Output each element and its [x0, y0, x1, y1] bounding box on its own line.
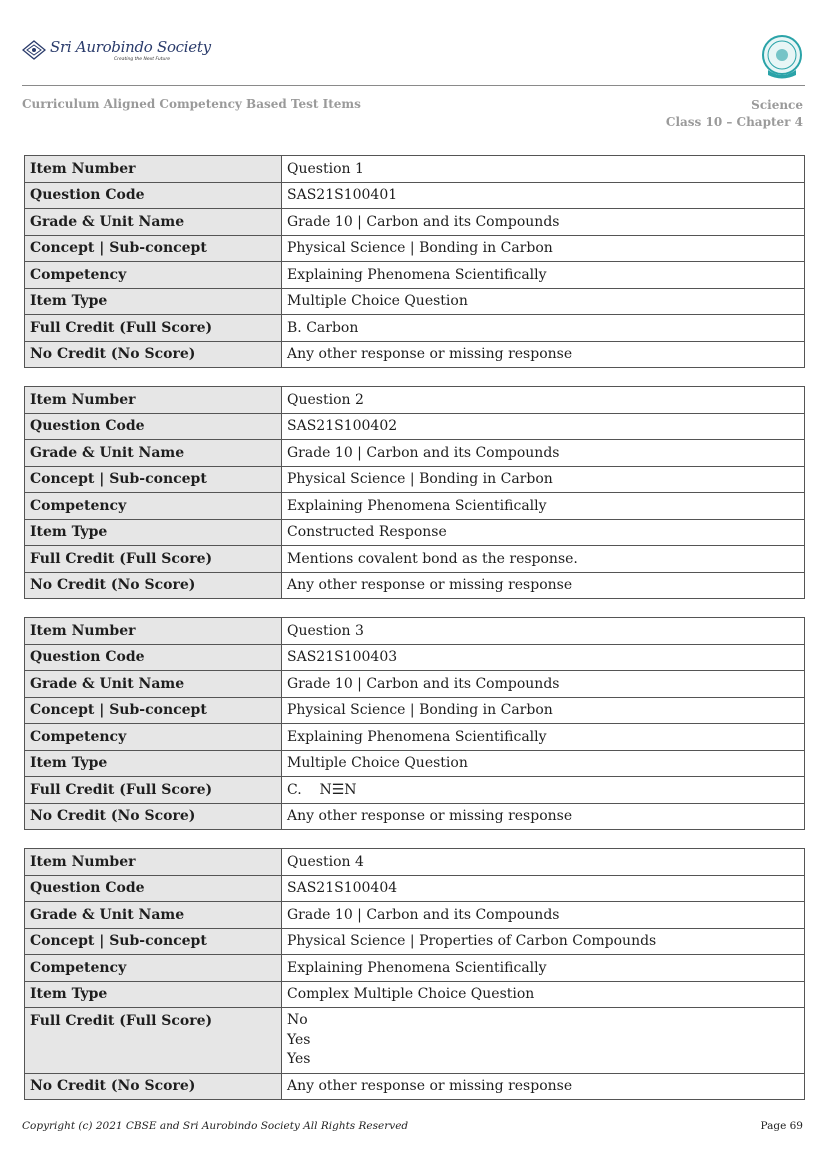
- header-divider: [22, 85, 805, 86]
- question-code-label: Question Code: [25, 644, 282, 671]
- table-row: [25, 981, 805, 1008]
- no-credit-label: No Credit (No Score): [25, 1073, 282, 1100]
- table-row: [25, 849, 805, 876]
- item-table-2: [24, 386, 805, 599]
- logo-tagline: Creating the Next Future: [114, 57, 170, 62]
- item-number-value: Question 1: [282, 156, 805, 183]
- table-row: [25, 671, 805, 698]
- no-credit-value: Any other response or missing response: [282, 803, 805, 830]
- table-row: [25, 955, 805, 982]
- item-type-label: Item Type: [25, 519, 282, 546]
- item-type-value: Multiple Choice Question: [282, 288, 805, 315]
- full-credit-value: B. Carbon: [282, 315, 805, 342]
- subject-block: [666, 97, 803, 131]
- grade-unit-label: Grade & Unit Name: [25, 671, 282, 698]
- table-row: [25, 288, 805, 315]
- table-row: [25, 315, 805, 342]
- cbse-seal-icon: [760, 34, 804, 80]
- full-credit-line: No: [287, 1012, 308, 1028]
- table-row: [25, 902, 805, 929]
- no-credit-label: No Credit (No Score): [25, 341, 282, 368]
- concept-label: Concept | Sub-concept: [25, 235, 282, 262]
- item-type-value: Constructed Response: [282, 519, 805, 546]
- grade-unit-value: Grade 10 | Carbon and its Compounds: [282, 209, 805, 236]
- class-chapter-label: Class 10 – Chapter 4: [665, 115, 803, 129]
- table-row: [25, 697, 805, 724]
- table-row: [25, 440, 805, 467]
- full-credit-line: Yes: [287, 1051, 311, 1067]
- table-row: [25, 928, 805, 955]
- competency-value: Explaining Phenomena Scientifically: [282, 724, 805, 751]
- question-code-label: Question Code: [25, 413, 282, 440]
- grade-unit-value: Grade 10 | Carbon and its Compounds: [282, 902, 805, 929]
- table-row: [25, 156, 805, 183]
- question-code-value: SAS21S100403: [282, 644, 805, 671]
- item-type-label: Item Type: [25, 288, 282, 315]
- full-credit-value: C. N☰N: [282, 777, 805, 804]
- full-credit-value: Mentions covalent bond as the response.: [282, 546, 805, 573]
- item-number-label: Item Number: [25, 849, 282, 876]
- copyright-notice: Copyright (c) 2021 CBSE and Sri Aurobindo Society All Rights Reserved: [22, 1120, 409, 1132]
- document-title: Curriculum Aligned Competency Based Test Items: [22, 97, 361, 111]
- question-code-label: Question Code: [25, 875, 282, 902]
- lotus-logo-icon: [22, 40, 46, 60]
- table-row: [25, 777, 805, 804]
- question-code-value: SAS21S100404: [282, 875, 805, 902]
- grade-unit-label: Grade & Unit Name: [25, 440, 282, 467]
- item-number-value: Question 3: [282, 618, 805, 645]
- table-row: [25, 572, 805, 599]
- full-credit-line: Yes: [287, 1031, 311, 1048]
- grade-unit-label: Grade & Unit Name: [25, 209, 282, 236]
- concept-value: Physical Science | Bonding in Carbon: [282, 235, 805, 262]
- table-row: [25, 413, 805, 440]
- cbse-emblem: [760, 34, 804, 80]
- item-table-3: [24, 617, 805, 830]
- table-row: [25, 493, 805, 520]
- grade-unit-value: Grade 10 | Carbon and its Compounds: [282, 440, 805, 467]
- page-number: Page 69: [760, 1120, 803, 1132]
- no-credit-value: Any other response or missing response: [282, 572, 805, 599]
- concept-label: Concept | Sub-concept: [25, 928, 282, 955]
- competency-label: Competency: [25, 955, 282, 982]
- concept-value: Physical Science | Bonding in Carbon: [282, 466, 805, 493]
- table-row: [25, 387, 805, 414]
- logo-name: Sri Aurobindo Society: [50, 38, 211, 56]
- table-row: [25, 1073, 805, 1100]
- item-table-4: [24, 848, 805, 1100]
- item-number-label: Item Number: [25, 618, 282, 645]
- table-row: [25, 235, 805, 262]
- competency-value: Explaining Phenomena Scientifically: [282, 493, 805, 520]
- table-row: [25, 466, 805, 493]
- concept-label: Concept | Sub-concept: [25, 466, 282, 493]
- competency-value: Explaining Phenomena Scientifically: [282, 955, 805, 982]
- grade-unit-label: Grade & Unit Name: [25, 902, 282, 929]
- full-credit-label: Full Credit (Full Score): [25, 1008, 282, 1074]
- item-type-label: Item Type: [25, 750, 282, 777]
- no-credit-label: No Credit (No Score): [25, 803, 282, 830]
- table-row: [25, 750, 805, 777]
- concept-label: Concept | Sub-concept: [25, 697, 282, 724]
- table-row: [25, 724, 805, 751]
- table-row: [25, 1008, 805, 1074]
- concept-value: Physical Science | Bonding in Carbon: [282, 697, 805, 724]
- subject-label: Science: [751, 98, 803, 112]
- item-type-value: Multiple Choice Question: [282, 750, 805, 777]
- table-row: [25, 182, 805, 209]
- full-credit-value: [282, 1008, 805, 1074]
- table-row: [25, 546, 805, 573]
- table-row: [25, 209, 805, 236]
- item-type-value: Complex Multiple Choice Question: [282, 981, 805, 1008]
- competency-value: Explaining Phenomena Scientifically: [282, 262, 805, 289]
- competency-label: Competency: [25, 262, 282, 289]
- full-credit-label: Full Credit (Full Score): [25, 315, 282, 342]
- table-row: [25, 618, 805, 645]
- grade-unit-value: Grade 10 | Carbon and its Compounds: [282, 671, 805, 698]
- item-type-label: Item Type: [25, 981, 282, 1008]
- competency-label: Competency: [25, 493, 282, 520]
- no-credit-label: No Credit (No Score): [25, 572, 282, 599]
- no-credit-value: Any other response or missing response: [282, 341, 805, 368]
- question-code-value: SAS21S100401: [282, 182, 805, 209]
- concept-value: Physical Science | Properties of Carbon Compounds: [282, 928, 805, 955]
- table-row: [25, 262, 805, 289]
- item-number-label: Item Number: [25, 156, 282, 183]
- table-row: [25, 341, 805, 368]
- item-number-value: Question 4: [282, 849, 805, 876]
- full-credit-label: Full Credit (Full Score): [25, 777, 282, 804]
- table-row: [25, 519, 805, 546]
- competency-label: Competency: [25, 724, 282, 751]
- item-number-label: Item Number: [25, 387, 282, 414]
- table-row: [25, 803, 805, 830]
- full-credit-label: Full Credit (Full Score): [25, 546, 282, 573]
- question-code-label: Question Code: [25, 182, 282, 209]
- question-code-value: SAS21S100402: [282, 413, 805, 440]
- table-row: [25, 644, 805, 671]
- sri-aurobindo-society-logo: [22, 38, 211, 68]
- item-number-value: Question 2: [282, 387, 805, 414]
- item-table-1: [24, 155, 805, 368]
- no-credit-value: Any other response or missing response: [282, 1073, 805, 1100]
- table-row: [25, 875, 805, 902]
